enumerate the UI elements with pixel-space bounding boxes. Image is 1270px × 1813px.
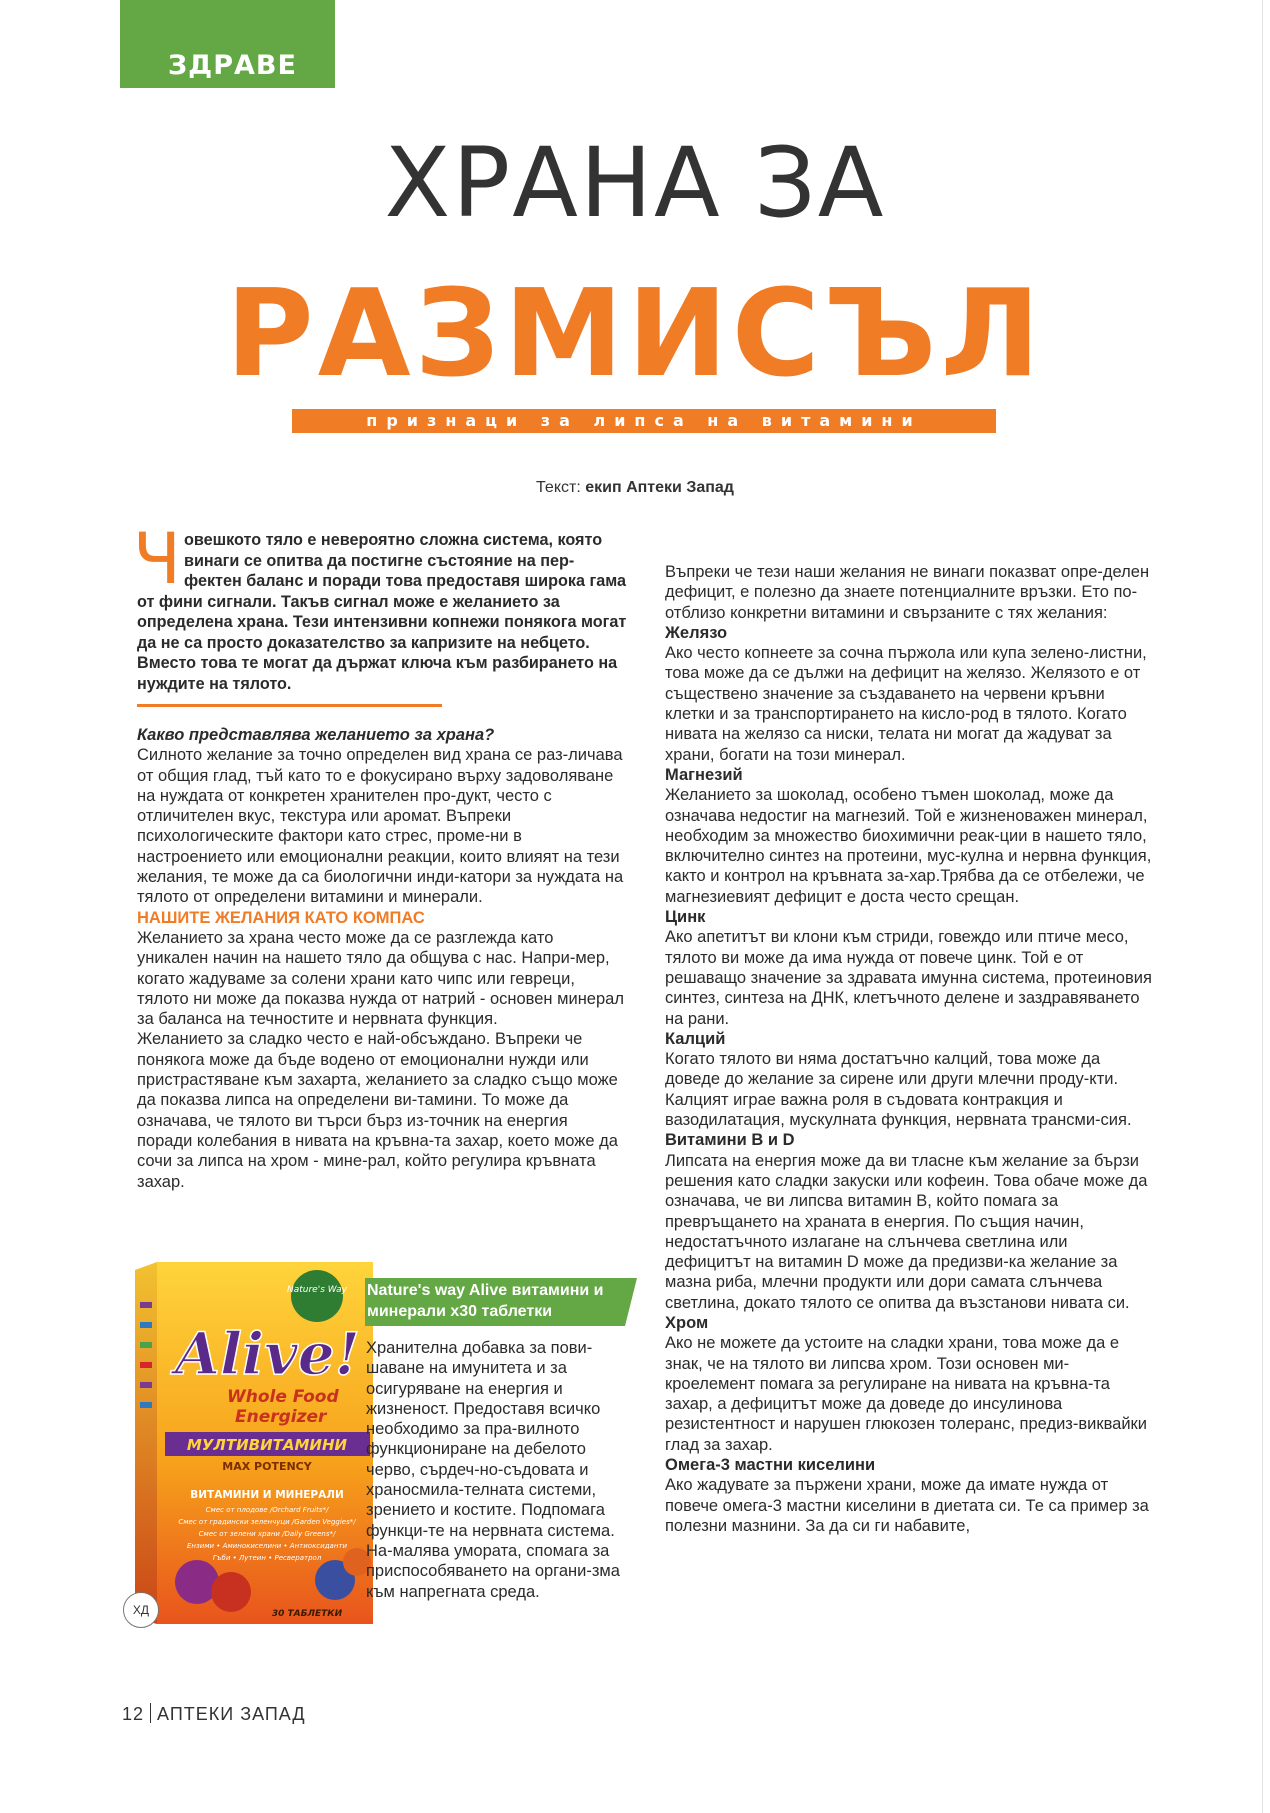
lead-paragraph — [133, 518, 627, 694]
box-count: 30 ТАБЛЕТКИ — [271, 1609, 343, 1619]
box-potency: MAX POTENCY — [222, 1460, 312, 1473]
lead-divider — [137, 704, 442, 707]
text-magnesium: Желанието за шоколад, особено тъмен шоколад, може да означава недостиг на магнезий. Той е жизненоважен минерал, необходим за множество биохимични реак-ции в нашето тяло, включително синтез на протеини, мус-кулна и нервна функция, както и контрол на кръвната за-хар.Трябва да се отбележи, че магнезиевият дефицит е доста често срещан. — [665, 786, 1152, 906]
page-footer — [122, 1703, 306, 1725]
section-label: ЗДРАВЕ — [168, 50, 297, 81]
byline-author: екип Аптеки Запад — [585, 479, 734, 496]
compass-heading: НАШИТЕ ЖЕЛАНИЯ КАТО КОМПАС — [137, 908, 425, 927]
brand-leaf-icon — [291, 1270, 343, 1322]
footer-separator — [150, 1703, 151, 1723]
product-title-banner — [365, 1278, 637, 1326]
body-paragraph: Силното желание за точно определен вид храна се раз-личава от общия глад, тъй като то е фокусирано върху задоволяване на нуждата от конкретен хранителен про-дукт, често с отличителен вкус, текстура или аромат. Въпреки психологическите фактори като стрес, проме-ни в настроението или емоционални реакции, които влияят на тези желания, те може да са биологични инди-катори за нуждата на тялото от определени витамини и минерали. — [137, 746, 624, 907]
question-heading: Какво представлява желанието за храна? — [137, 726, 495, 744]
box-brand: Nature's Way — [287, 1285, 347, 1295]
heading-omega-3: Омега-3 мастни киселини — [665, 1456, 876, 1475]
subtitle-banner: признаци за липса на витамини — [292, 409, 996, 433]
box-banner: МУЛТИВИТАМИНИ — [186, 1436, 348, 1454]
page-number: 12 — [122, 1704, 145, 1724]
heading-zinc: Цинк — [665, 908, 706, 927]
box-subhead: ВИТАМИНИ И МИНЕРАЛИ — [190, 1489, 344, 1501]
product-title: Nature's way Alive витамини и минерали x30 таблетки — [367, 1282, 604, 1320]
product-description: Хранителна добавка за пови-шаване на имунитета и за осигуряване на енергия и жизненост. Предоставя всичко необходимо за пра-вилното функциониране на дебелото черво, сърдеч-но-съдовата и храносмила-телната системи, зрението и костите. Подпомага функци-те на нервната система. На-малява умората, спомага за приспособяването на органи-зма към напрегната среда. — [366, 1339, 620, 1601]
byline — [0, 479, 1270, 497]
text-vitamins-b-d: Липсата на енергия може да ви тласне към желание за бързи решения като сладки закуски или кофеин. Това обаче може да означава, че ви липсва витамин B, който помага за превръщането на храната в енергия. По същия начин, недостатъчното излагане на слънчева светлина или дефицитът на витамин D може да предизви-ка желание за мазна риба, млечни продукти или дори самата слънчева светлина, докато тялото се опитва да възстанови нивата си. — [665, 1151, 1148, 1312]
right-column — [665, 562, 1155, 1536]
text-zinc: Ако апетитът ви клони към стриди, говеждо или птиче месо, тялото ви може да има нужда от повече цинк. Той е от решаващо значение за здравата имунна система, протеиновия синтез, синтеза на ДНК, клетъчното делене и заздравяването на рани. — [665, 928, 1152, 1028]
xd-badge: ХД — [123, 1592, 159, 1628]
box-name: Alive! — [175, 1320, 361, 1388]
box-line-4: Ензими • Аминокиселини • Антиоксиданти — [186, 1542, 348, 1550]
box-line-3: Смес от зелени храни /Daily Greens*/ — [198, 1530, 336, 1538]
right-intro: Въпреки че тези наши желания не винаги показват опре-делен дефицит, е полезно да знаете потенциалните връзки. Ето по-отблизо конкретни витамини и свързаните с тях желания: — [665, 563, 1150, 622]
title-line-2: РАЗМИСЪЛ — [225, 265, 1045, 404]
text-chromium: Ако не можете да устоите на сладки храни, това може да е знак, че на тялото ви липсва хром. Този основен ми-кроелемент помага за регулиране на нивата на кръвна-та захар, а дефицитът може да доведе до инсулинова резистентност и нарушен глюкозен толеранс, предиз-виквайки глад за захар. — [665, 1334, 1147, 1454]
heading-chromium: Хром — [665, 1313, 709, 1332]
publication-name: АПТЕКИ ЗАПАД — [157, 1704, 306, 1724]
box-line-5: Гъби • Лутеин • Ресвератрол — [212, 1554, 322, 1562]
heading-iron: Желязо — [665, 623, 728, 642]
left-column — [133, 518, 627, 1192]
drop-cap: Ч — [133, 518, 181, 600]
box-tagline-2: Energizer — [235, 1407, 327, 1427]
body-paragraph: Желанието за храна често може да се разглежда като уникален начин на нашето тяло да общува с нас. Напри-мер, когато жадуваме за солени храни като чипс или гевреци, тялото ни може да показва нужда от натрий - основен минерал за баланса на течностите и нервната функция. — [137, 928, 624, 1029]
box-side — [135, 1262, 157, 1624]
section-tab — [120, 0, 335, 88]
heading-magnesium: Магнезий — [665, 765, 743, 784]
box-tagline-1: Whole Food — [227, 1387, 339, 1407]
heading-vitamins-b-d: Витамини B и D — [665, 1131, 795, 1150]
lead-text: овешкото тяло е невероятно сложна система, която винаги се опитва да постигне състояние на пер-фектен баланс и поради това предоставя широка гама от фини сигнали. Такъв сигнал може е желанието за определена храна. Тези интензивни копнежи понякога могат да не са просто доказателство за капризите на небцето. Вместо това те могат да държат ключа към разбирането на нуждите на тялото. — [137, 531, 627, 693]
page-edge-rule — [1262, 0, 1263, 1813]
product-box-image — [135, 1262, 373, 1624]
text-omega-3: Ако жадувате за пържени храни, може да имате нужда от повече омега-3 мастни киселини в диетата си. Те са пример за полезни мазнини. За да си ги набавите, — [665, 1476, 1149, 1535]
text-calcium: Когато тялото ви няма достатъчно калций, това може да доведе до желание за сирене или други млечни проду-кти. Калцият играе важна роля в съдовата контракция и вазодилатация, мускулната функция, нервната трансми-сия. — [665, 1050, 1132, 1130]
heading-calcium: Калций — [665, 1029, 726, 1048]
text-iron: Ако често копнеете за сочна пържола или купа зелено-листни, това може да се дължи на дефицит на желязо. Желязото е от съществено значение за създаването на червени кръвни клетки и за транспортирането на кисло-род в тялото. Когато нивата на желязо са ниски, телата ни могат да жадуват за храни, богати на този минерал. — [665, 644, 1147, 764]
box-line-2: Смес от градински зеленчуци /Garden Veggies*/ — [178, 1518, 356, 1526]
box-line-1: Смес от плодове /Orchard Fruits*/ — [205, 1506, 329, 1514]
title-line-1: ХРАНА ЗА — [384, 127, 886, 239]
byline-prefix: Текст: — [536, 479, 586, 496]
body-paragraph: Желанието за сладко често е най-обсъждано. Въпреки че понякога може да бъде водено от емоционални нужди или пристрастяване към захарта, желанието за сладко също може да показва липса на определени ви-тамини. То може да означава, че тялото ви търси бърз из-точник на енергия поради колебания в нивата на кръвна-та захар, което може да сочи за липса на хром - мине-рал, който регулира кръвната захар. — [137, 1030, 618, 1191]
